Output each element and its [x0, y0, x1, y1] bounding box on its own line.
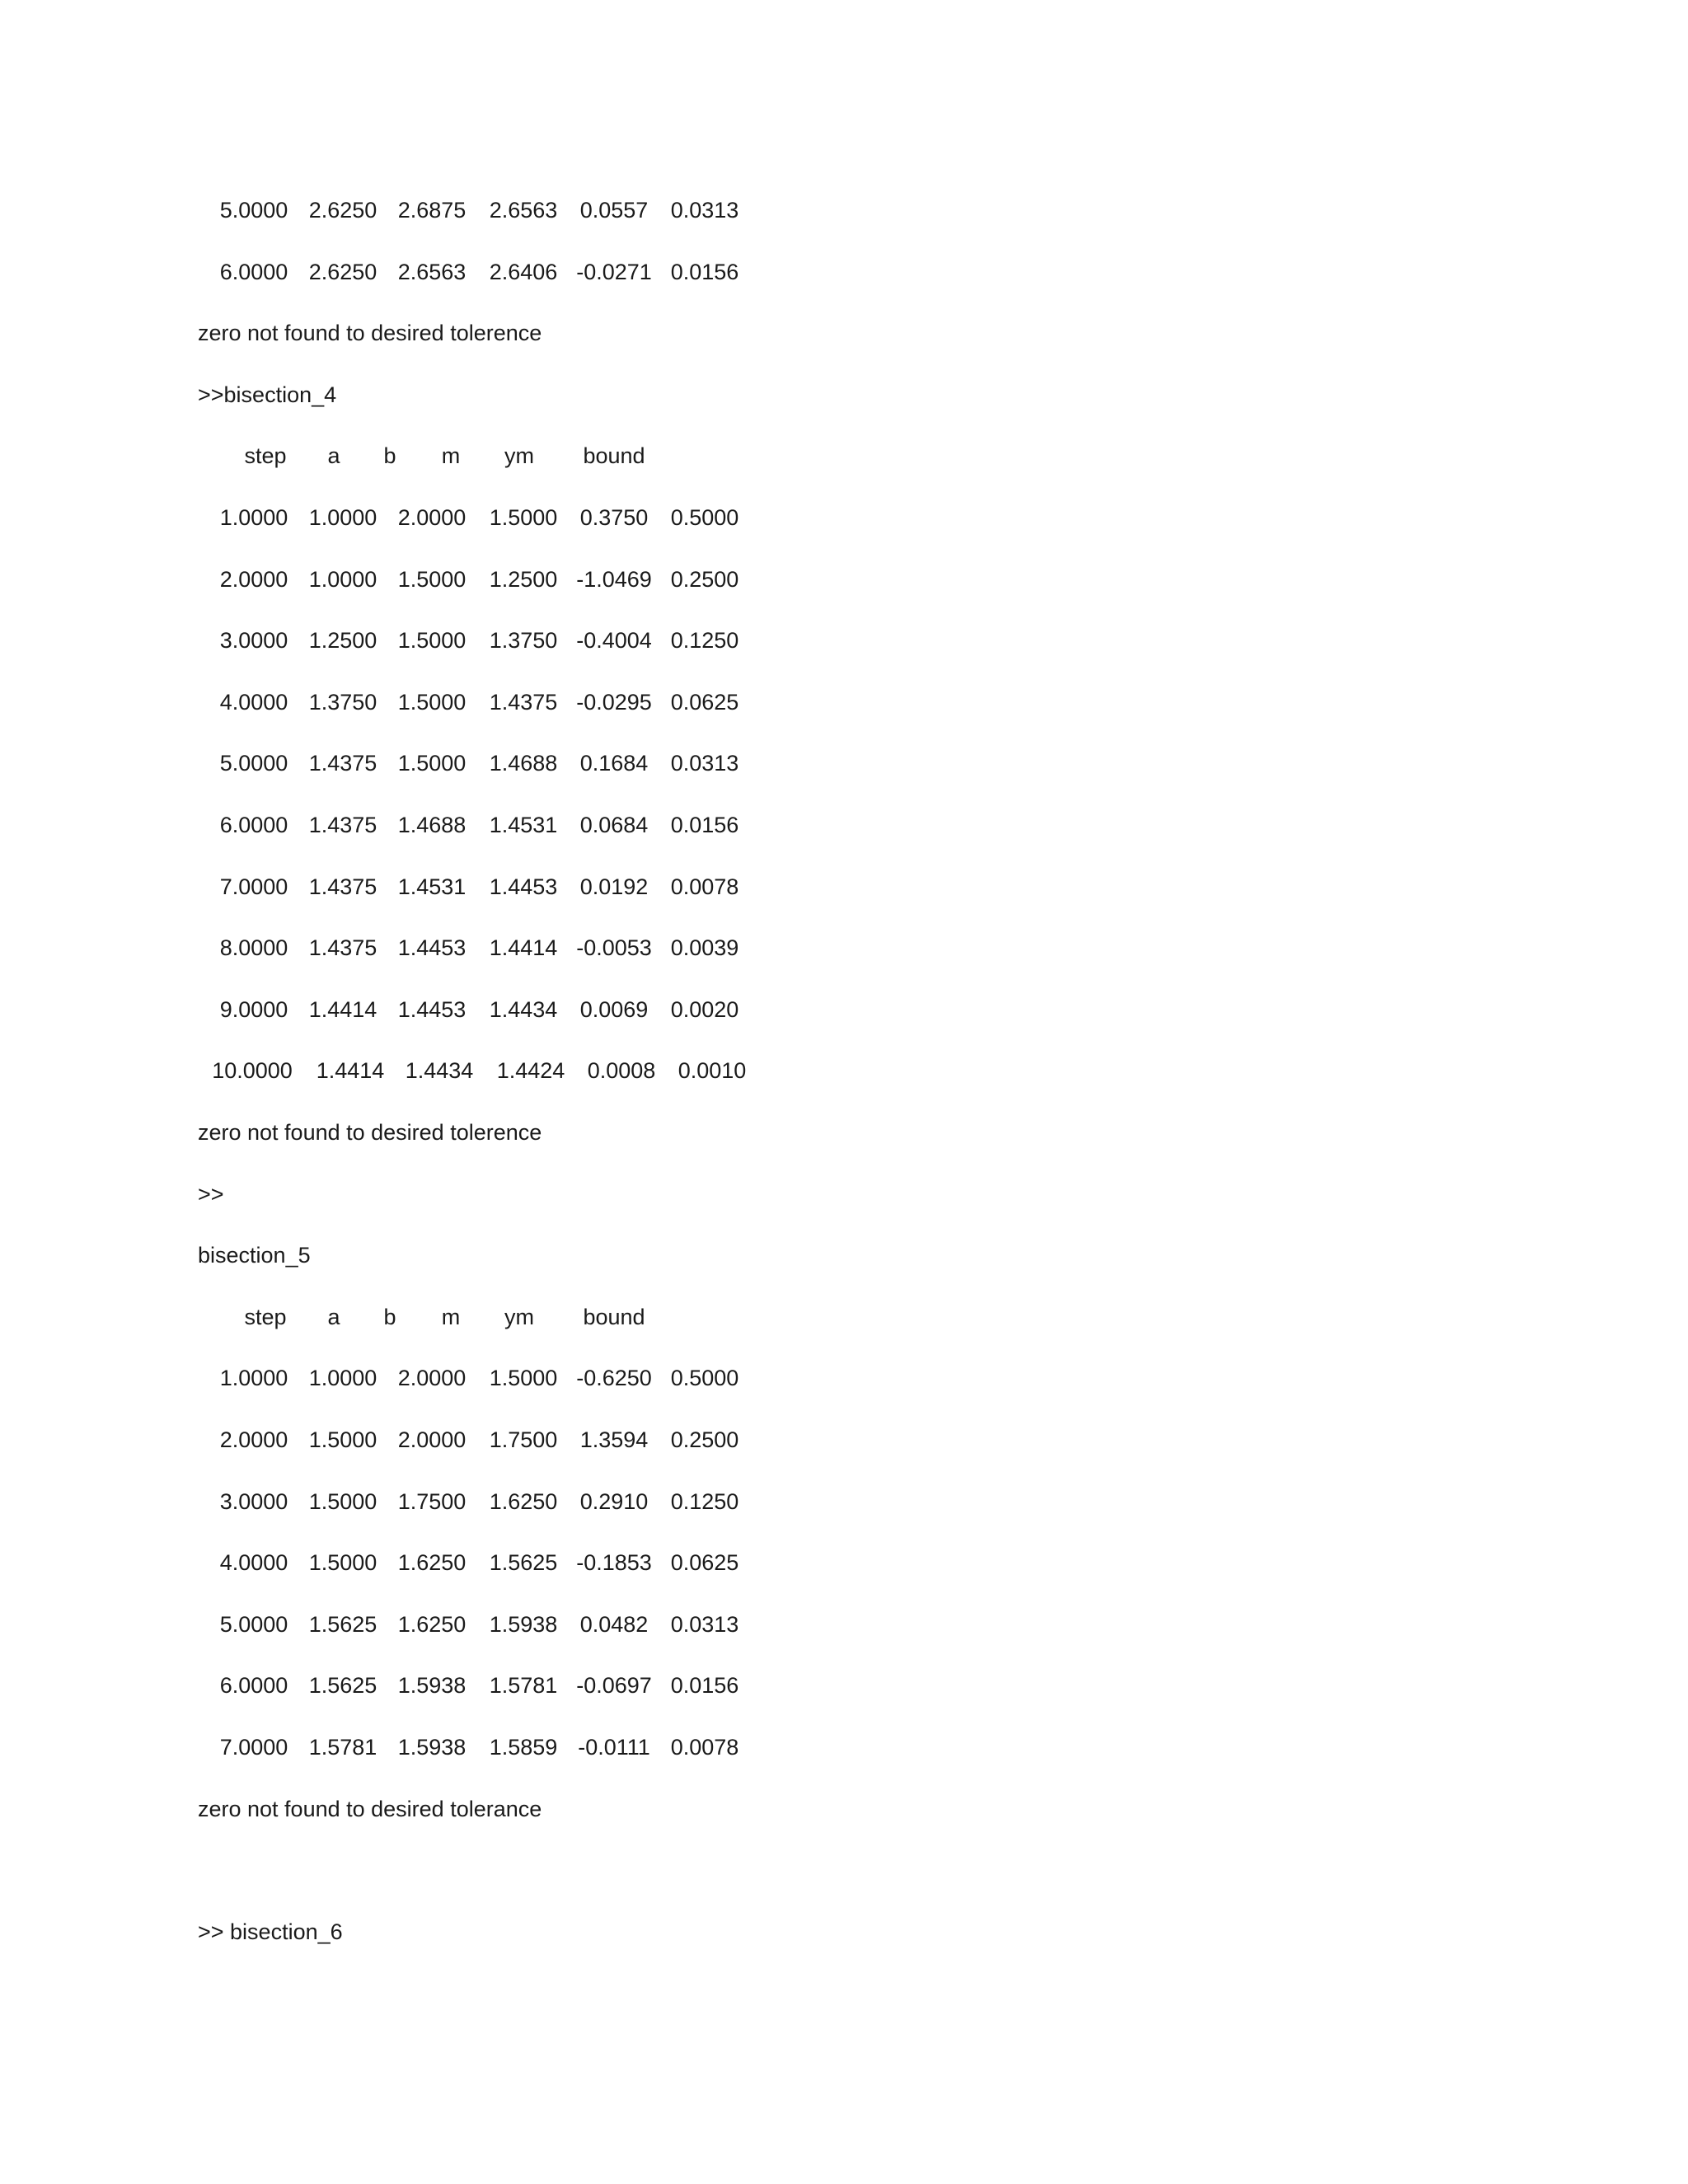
table-cell: 2.0000	[397, 1366, 467, 1390]
table-cell: -1.0469	[576, 567, 652, 592]
table-cell: 1.0000	[219, 1366, 288, 1390]
header-cell: m	[441, 443, 461, 468]
table-cell: 1.0000	[308, 567, 377, 592]
table-cell: -0.0295	[576, 690, 652, 715]
table-cell: 0.0313	[670, 198, 739, 223]
table-cell: 3.0000	[219, 628, 288, 653]
header-cell: bound	[583, 443, 645, 468]
table-cell: 1.5781	[489, 1673, 558, 1698]
table-cell: 1.5938	[397, 1735, 467, 1760]
header-cell: step	[244, 1305, 287, 1329]
table-cell: 1.4434	[405, 1058, 474, 1083]
table-cell: 7.0000	[219, 1735, 288, 1760]
table-cell: 1.4375	[308, 751, 377, 776]
header-cell: b	[383, 443, 396, 468]
table-cell: 1.5781	[308, 1735, 377, 1760]
table-cell: 1.4375	[308, 813, 377, 837]
table-cell: 1.5000	[308, 1550, 377, 1575]
table-cell: 1.4453	[397, 935, 467, 960]
table-cell: 10.0000	[212, 1058, 293, 1083]
table-cell: 2.6875	[397, 198, 467, 223]
console-text: zero not found to desired tolerance	[198, 1797, 542, 1821]
table-cell: 0.0020	[670, 997, 739, 1022]
table-cell: 0.5000	[670, 505, 739, 530]
table-cell: 1.5000	[308, 1427, 377, 1452]
table-cell: 6.0000	[219, 260, 288, 284]
table-cell: -0.0271	[576, 260, 652, 284]
table-cell: -0.4004	[576, 628, 652, 653]
table-cell: 1.5625	[308, 1612, 377, 1637]
table-cell: 1.5000	[308, 1489, 377, 1514]
table-cell: -0.1853	[576, 1550, 652, 1575]
table-cell: 0.2500	[670, 1427, 739, 1452]
table-cell: 9.0000	[219, 997, 288, 1022]
header-cell: m	[441, 1305, 461, 1329]
header-cell: a	[327, 1305, 340, 1329]
table-cell: 0.1684	[579, 751, 649, 776]
console-text: >>bisection_4	[198, 382, 337, 407]
table-cell: 0.0010	[678, 1058, 747, 1083]
table-cell: 1.4688	[397, 813, 467, 837]
table-cell: 2.6406	[489, 260, 558, 284]
table-cell: 1.4424	[496, 1058, 565, 1083]
table-cell: 1.6250	[489, 1489, 558, 1514]
table-cell: 1.4453	[489, 874, 558, 899]
table-cell: 1.4375	[308, 935, 377, 960]
table-cell: 0.0039	[670, 935, 739, 960]
table-cell: 1.4414	[489, 935, 558, 960]
table-cell: 0.0008	[587, 1058, 656, 1083]
table-cell: 0.2910	[579, 1489, 649, 1514]
table-cell: 1.5000	[489, 1366, 558, 1390]
table-cell: 0.0078	[670, 1735, 739, 1760]
table-cell: 0.0313	[670, 751, 739, 776]
header-cell: a	[327, 443, 340, 468]
table-cell: 0.0625	[670, 1550, 739, 1575]
table-cell: 5.0000	[219, 1612, 288, 1637]
table-cell: 1.4375	[489, 690, 558, 715]
table-cell: 0.0078	[670, 874, 739, 899]
table-cell: 1.5859	[489, 1735, 558, 1760]
table-cell: 1.0000	[308, 1366, 377, 1390]
table-cell: 6.0000	[219, 813, 288, 837]
table-cell: 0.1250	[670, 1489, 739, 1514]
console-text: zero not found to desired tolerence	[198, 321, 542, 345]
table-cell: 5.0000	[219, 198, 288, 223]
table-cell: 0.0069	[579, 997, 649, 1022]
table-cell: 1.6250	[397, 1550, 467, 1575]
header-cell: ym	[504, 443, 534, 468]
console-text: >>	[198, 1182, 224, 1207]
table-cell: -0.0697	[576, 1673, 652, 1698]
table-cell: -0.0053	[576, 935, 652, 960]
table-cell: 1.3594	[579, 1427, 649, 1452]
table-cell: 0.3750	[579, 505, 649, 530]
table-cell: 1.5000	[397, 751, 467, 776]
table-cell: 2.0000	[397, 505, 467, 530]
table-cell: 1.5000	[397, 628, 467, 653]
header-cell: ym	[504, 1305, 534, 1329]
table-cell: 1.4453	[397, 997, 467, 1022]
header-cell: b	[383, 1305, 396, 1329]
table-cell: 2.6563	[397, 260, 467, 284]
table-cell: 0.0684	[579, 813, 649, 837]
table-cell: 0.5000	[670, 1366, 739, 1390]
table-cell: 1.5625	[308, 1673, 377, 1698]
console-text: zero not found to desired tolerence	[198, 1120, 542, 1145]
table-cell: 1.2500	[489, 567, 558, 592]
table-cell: 1.5000	[397, 690, 467, 715]
table-cell: 0.0482	[579, 1612, 649, 1637]
table-cell: 0.0156	[670, 260, 739, 284]
table-cell: 3.0000	[219, 1489, 288, 1514]
table-cell: 2.6563	[489, 198, 558, 223]
table-cell: 5.0000	[219, 751, 288, 776]
table-cell: 1.4434	[489, 997, 558, 1022]
table-cell: 1.5000	[489, 505, 558, 530]
table-cell: 1.5938	[397, 1673, 467, 1698]
table-cell: 2.0000	[219, 1427, 288, 1452]
table-cell: 1.4375	[308, 874, 377, 899]
table-cell: -0.0111	[578, 1735, 650, 1760]
table-cell: 7.0000	[219, 874, 288, 899]
table-cell: 2.0000	[219, 567, 288, 592]
table-cell: 0.0192	[579, 874, 649, 899]
table-cell: 8.0000	[219, 935, 288, 960]
table-cell: 1.6250	[397, 1612, 467, 1637]
table-cell: 0.0156	[670, 1673, 739, 1698]
table-cell: 2.6250	[308, 198, 377, 223]
table-cell: -0.6250	[576, 1366, 652, 1390]
table-cell: 1.3750	[489, 628, 558, 653]
table-cell: 1.4531	[397, 874, 467, 899]
table-cell: 6.0000	[219, 1673, 288, 1698]
table-cell: 1.4414	[316, 1058, 385, 1083]
table-cell: 0.2500	[670, 567, 739, 592]
table-cell: 0.0625	[670, 690, 739, 715]
table-cell: 0.0557	[579, 198, 649, 223]
table-cell: 2.0000	[397, 1427, 467, 1452]
console-text: bisection_5	[198, 1243, 311, 1268]
header-cell: step	[244, 443, 287, 468]
table-cell: 0.0156	[670, 813, 739, 837]
table-cell: 1.4414	[308, 997, 377, 1022]
table-cell: 1.0000	[219, 505, 288, 530]
table-cell: 1.7500	[489, 1427, 558, 1452]
table-cell: 4.0000	[219, 690, 288, 715]
table-cell: 2.6250	[308, 260, 377, 284]
table-cell: 1.7500	[397, 1489, 467, 1514]
table-cell: 0.0313	[670, 1612, 739, 1637]
table-cell: 1.2500	[308, 628, 377, 653]
table-cell: 0.1250	[670, 628, 739, 653]
header-cell: bound	[583, 1305, 645, 1329]
table-cell: 4.0000	[219, 1550, 288, 1575]
table-cell: 1.3750	[308, 690, 377, 715]
table-cell: 1.5938	[489, 1612, 558, 1637]
console-text: >> bisection_6	[198, 1919, 343, 1944]
table-cell: 1.5625	[489, 1550, 558, 1575]
table-cell: 1.4688	[489, 751, 558, 776]
table-cell: 1.0000	[308, 505, 377, 530]
table-cell: 1.5000	[397, 567, 467, 592]
table-cell: 1.4531	[489, 813, 558, 837]
